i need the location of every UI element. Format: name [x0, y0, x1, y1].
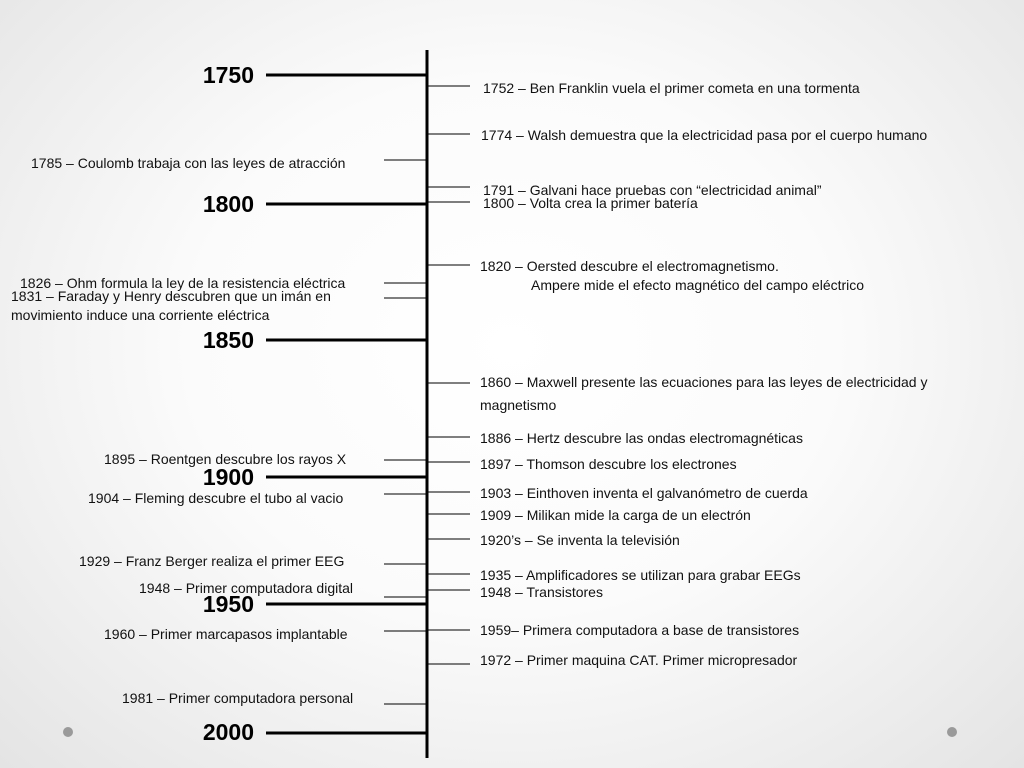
year-label-1800: 1800 [202, 191, 254, 217]
year-label-1850: 1850 [202, 327, 254, 353]
event-1981: 1981 – Primer computadora personal [122, 690, 354, 706]
event-1960: 1960 – Primer marcapasos implantable [104, 626, 348, 642]
slide-dot-right [947, 727, 957, 737]
event-1935: 1935 – Amplificadores se utilizan para grabar EEGs [480, 567, 801, 583]
event-1920s: 1920’s – Se inventa la televisión [480, 532, 680, 548]
event-1774: 1774 – Walsh demuestra que la electricidad pasa por el cuerpo humano [481, 127, 928, 143]
event-1785: 1785 – Coulomb trabaja con las leyes de atracción [31, 155, 346, 171]
slide-dot-left [63, 727, 73, 737]
event-1909: 1909 – Milikan mide la carga de un electrón [480, 507, 751, 523]
event-1972: 1972 – Primer maquina CAT. Primer micropresador [480, 652, 798, 668]
year-label-2000: 2000 [202, 719, 254, 745]
event-1904: 1904 – Fleming descubre el tubo al vacio [88, 490, 344, 506]
event-1860-cont: magnetismo [480, 397, 557, 413]
year-label-1900: 1900 [202, 464, 254, 490]
event-1820-ampere: Ampere mide el efecto magnético del campo eléctrico [531, 277, 865, 293]
event-1948-computadora: 1948 – Primer computadora digital [139, 580, 354, 596]
event-1897: 1897 – Thomson descubre los electrones [480, 456, 737, 472]
event-1903: 1903 – Einthoven inventa el galvanómetro de cuerda [480, 485, 808, 501]
event-1752: 1752 – Ben Franklin vuela el primer cometa en una tormenta [483, 80, 860, 96]
event-1895: 1895 – Roentgen descubre los rayos X [104, 451, 347, 467]
event-1791: 1791 – Galvani hace pruebas con “electricidad animal” [483, 182, 822, 198]
year-label-1950: 1950 [202, 591, 254, 617]
event-1820: 1820 – Oersted descubre el electromagnetismo. [480, 258, 779, 274]
year-label-1750: 1750 [202, 62, 254, 88]
event-1929: 1929 – Franz Berger realiza el primer EEG [79, 553, 345, 569]
event-1826: 1826 – Ohm formula la ley de la resistencia eléctrica [20, 275, 346, 291]
event-1948-transistores: 1948 – Transistores [480, 584, 603, 600]
event-1860: 1860 – Maxwell presente las ecuaciones para las leyes de electricidad y [480, 374, 928, 390]
event-1831-cont: movimiento induce una corriente eléctrica [11, 307, 270, 323]
event-1831: 1831 – Faraday y Henry descubren que un imán en [11, 288, 331, 304]
event-1959: 1959– Primera computadora a base de transistores [480, 622, 800, 638]
event-1800-volta: 1800 – Volta crea la primer batería [483, 195, 698, 211]
event-1886: 1886 – Hertz descubre las ondas electromagnéticas [480, 430, 803, 446]
